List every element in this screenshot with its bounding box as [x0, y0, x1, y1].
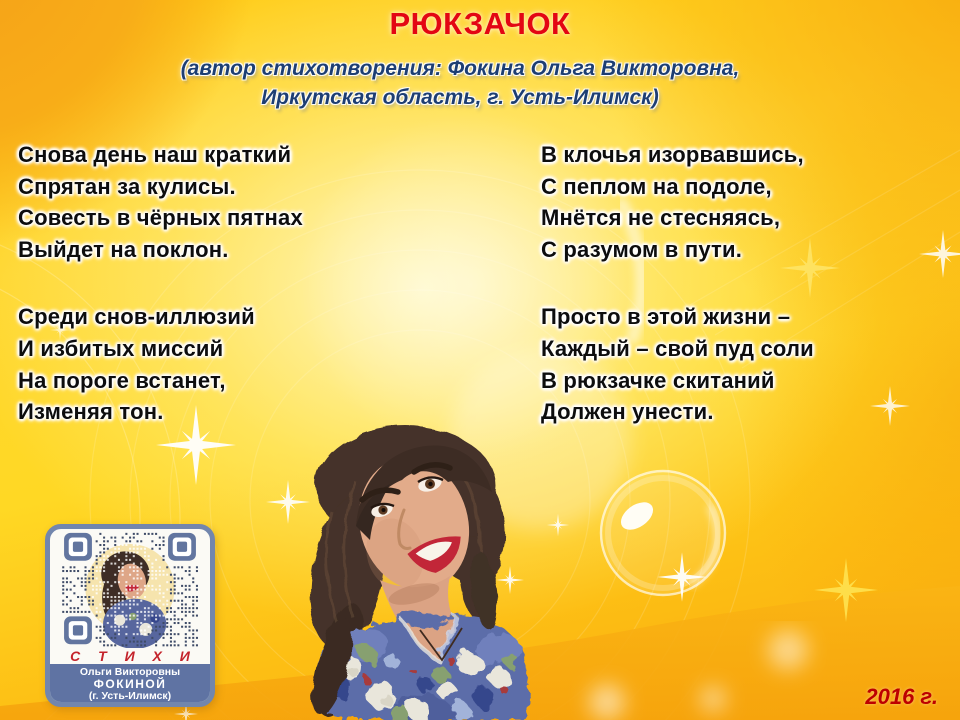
poem-line: Спрятан за кулисы.	[18, 173, 236, 199]
poem-line: Должен унести.	[541, 399, 714, 425]
subtitle-line-1: (автор стихотворения: Фокина Ольга Викторовна,	[180, 57, 740, 80]
qr-caption: С Т И Х И	[70, 648, 197, 664]
poem-line: Совесть в чёрных пятнах	[18, 205, 303, 231]
subtitle-line-2: Иркутская область, г. Усть-Илимск)	[261, 86, 659, 109]
poem-line: В клочья изорвавшись,	[541, 142, 804, 167]
qr-owner-band	[50, 664, 210, 702]
poem-stanza	[18, 301, 303, 427]
poem-line: Среди снов-иллюзий	[18, 304, 255, 330]
poem-line: На пороге встанет,	[18, 367, 226, 393]
year-label: 2016 г.	[865, 684, 938, 709]
poem-line: Каждый – свой пуд соли	[541, 335, 814, 361]
poem-column-left	[18, 139, 303, 428]
poem-line: Мнётся не стесняясь,	[541, 205, 781, 231]
poem-line: В рюкзачке скитаний	[541, 367, 775, 393]
poem-line: Просто в этой жизни –	[541, 304, 791, 330]
poem-stanza	[541, 301, 814, 427]
qr-owner-line-1: Ольги Викторовны	[79, 666, 181, 678]
poem-stanza	[541, 139, 814, 265]
poem-stanza	[18, 139, 303, 265]
qr-card	[45, 524, 215, 707]
poem-line: С пеплом на подоле,	[541, 173, 772, 199]
qr-code	[55, 531, 205, 648]
poem-column-right	[541, 139, 814, 428]
poem-line: И избитых миссий	[18, 335, 224, 361]
poem-line: Снова день наш краткий	[18, 142, 292, 167]
portrait-illustration	[302, 422, 542, 720]
qr-owner-line-3: (г. Усть-Илимск)	[88, 690, 172, 702]
poem-line: С разумом в пути.	[541, 236, 743, 262]
poem-line: Изменяя тон.	[18, 399, 164, 425]
slide-subtitle	[0, 54, 920, 112]
qr-owner-line-2: ФОКИНОЙ	[93, 677, 167, 691]
poem-line: Выйдет на поклон.	[18, 236, 229, 262]
slide-title: РЮКЗАЧОК	[389, 6, 571, 41]
